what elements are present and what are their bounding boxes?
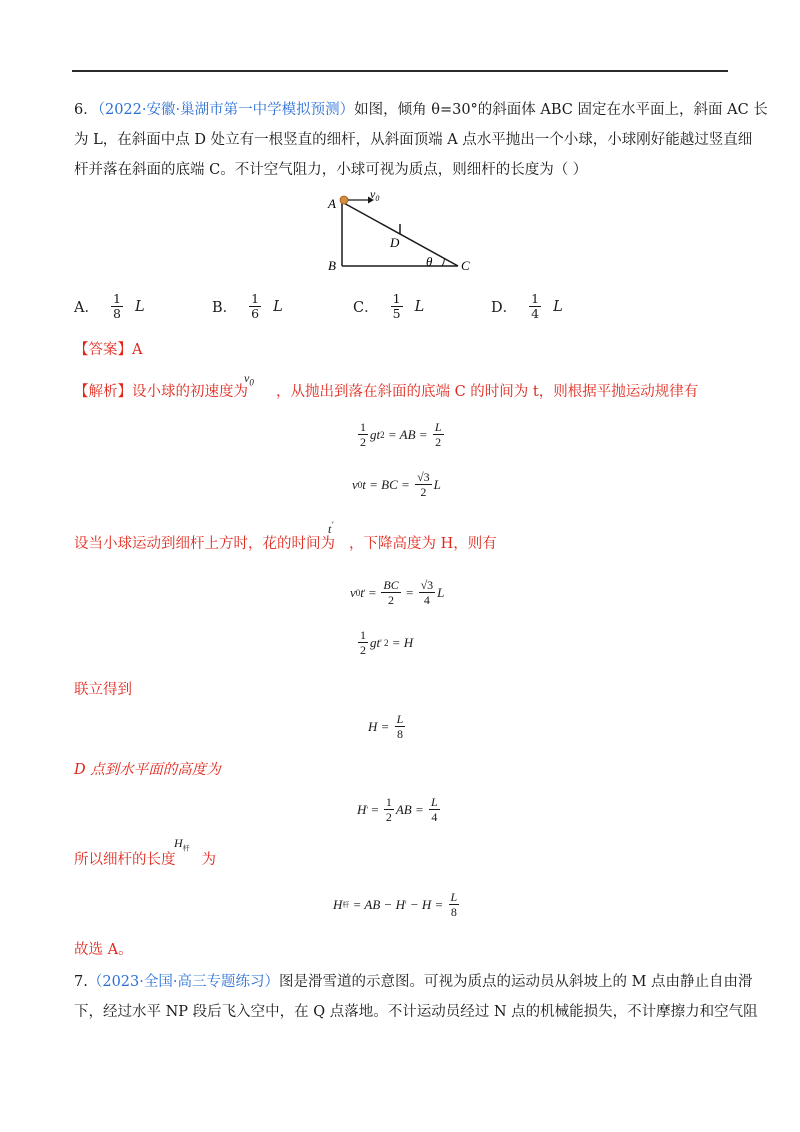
q7-number: 7. <box>74 974 88 990</box>
equation-1: $\frac{1}{2}$ gt 2 = AB = $\frac{L}{2}$ <box>360 420 442 449</box>
analysis-text-5b: 为 <box>201 852 216 868</box>
q6-number: 6． <box>74 102 98 118</box>
option-d[interactable] <box>491 292 563 321</box>
label-a: A <box>328 196 336 211</box>
analysis-line-6: 故选 A。 <box>74 942 133 958</box>
q6-figure <box>320 186 480 272</box>
answer-line <box>74 340 142 360</box>
option-c-label: C． <box>353 300 379 316</box>
label-d: D <box>390 235 400 250</box>
answer-value: A <box>132 342 143 358</box>
analysis-text-1a: 设小球的初速度为 <box>132 384 248 400</box>
analysis-line-5 <box>74 850 216 870</box>
option-b[interactable] <box>212 292 283 321</box>
ball <box>340 196 348 204</box>
option-a-fraction: $\frac{1}{8}$ <box>112 291 121 321</box>
option-c[interactable] <box>353 292 424 321</box>
analysis-h-rod-symbol: $H_杆$ <box>174 836 190 853</box>
option-a[interactable] <box>74 292 145 321</box>
option-b-label: B． <box>212 300 238 316</box>
analysis-line-1 <box>74 382 698 402</box>
analysis-text-2b: ，下降高度为 H，则有 <box>349 536 497 552</box>
q6-source: （2022·安徽·巢湖市第一中学模拟预测） <box>97 102 355 118</box>
label-theta: θ <box>426 254 433 269</box>
q7-source: （2023·全国·高三专题练习） <box>87 974 279 990</box>
analysis-v0-symbol: $v_0$ <box>244 371 254 388</box>
option-d-var: L <box>553 298 563 315</box>
analysis-text-5a: 所以细杆的长度 <box>74 852 176 868</box>
analysis-line-2 <box>74 534 497 554</box>
q6-line-2: 为 L，在斜面中点 D 处立有一根竖直的细杆，从斜面顶端 A 点水平抛出一个小球，小球刚好能越过竖直细 <box>74 132 753 148</box>
label-b: B <box>328 258 336 272</box>
analysis-line-4: D 点到水平面的高度为 <box>74 762 221 778</box>
q7-line-1 <box>74 972 753 992</box>
q7-line-2: 下，经过水平 NP 段后飞入空中，在 Q 点落地。不计运动员经过 N 点的机械能损失，不计摩擦力和空气阻 <box>74 1004 758 1020</box>
q7-stem-1: 图是滑雪道的示意图。可视为质点的运动员从斜坡上的 M 点由静止自由滑 <box>278 974 753 990</box>
equation-7: H 杆 = AB − H ' − H = $\frac{L}{8}$ <box>333 890 458 919</box>
analysis-line-3: 联立得到 <box>74 682 132 698</box>
option-c-var: L <box>414 298 425 315</box>
analysis-t-prime-symbol: t' <box>328 520 334 536</box>
angle-arc <box>442 259 445 267</box>
option-b-fraction: $\frac{1}{6}$ <box>251 291 260 321</box>
option-a-label: A． <box>74 300 99 316</box>
equation-2: v 0 t = BC = $\frac{√3}{2}$ L <box>352 470 441 499</box>
answer-tag: 【答案】 <box>74 342 132 358</box>
option-b-var: L <box>273 298 283 315</box>
option-d-label: D． <box>491 300 518 316</box>
equation-4: $\frac{1}{2}$ gt ' 2 = H <box>360 628 414 657</box>
header-rule <box>72 70 728 72</box>
equation-5: H = $\frac{L}{8}$ <box>368 712 404 741</box>
equation-6: H ' = $\frac{1}{2}$ AB = $\frac{L}{4}$ <box>357 795 438 824</box>
label-v0: $v_0$ <box>370 187 380 203</box>
option-d-fraction: $\frac{1}{4}$ <box>531 291 540 321</box>
equation-3: v 0 t ' = $\frac{BC}{2}$ = $\frac{√3}{4}$ L <box>350 578 445 607</box>
q6-stem-1: 如图，倾角 θ=30°的斜面体 ABC 固定在水平面上，斜面 AC 长 <box>354 102 768 118</box>
label-c: C <box>461 258 470 272</box>
analysis-text-2a: 设当小球运动到细杆上方时，花的时间为 <box>74 536 335 552</box>
q6-line-1 <box>74 100 768 120</box>
option-a-var: L <box>134 298 145 315</box>
analysis-text-1b: ，从抛出到落在斜面的底端 C 的时间为 t，则根据平抛运动规律有 <box>276 384 699 400</box>
q6-line-3: 杆并落在斜面的底端 C。不计空气阻力，小球可视为质点，则细杆的长度为（ ） <box>74 162 588 178</box>
analysis-tag: 【解析】 <box>74 384 132 400</box>
option-c-fraction: $\frac{1}{5}$ <box>392 291 401 321</box>
